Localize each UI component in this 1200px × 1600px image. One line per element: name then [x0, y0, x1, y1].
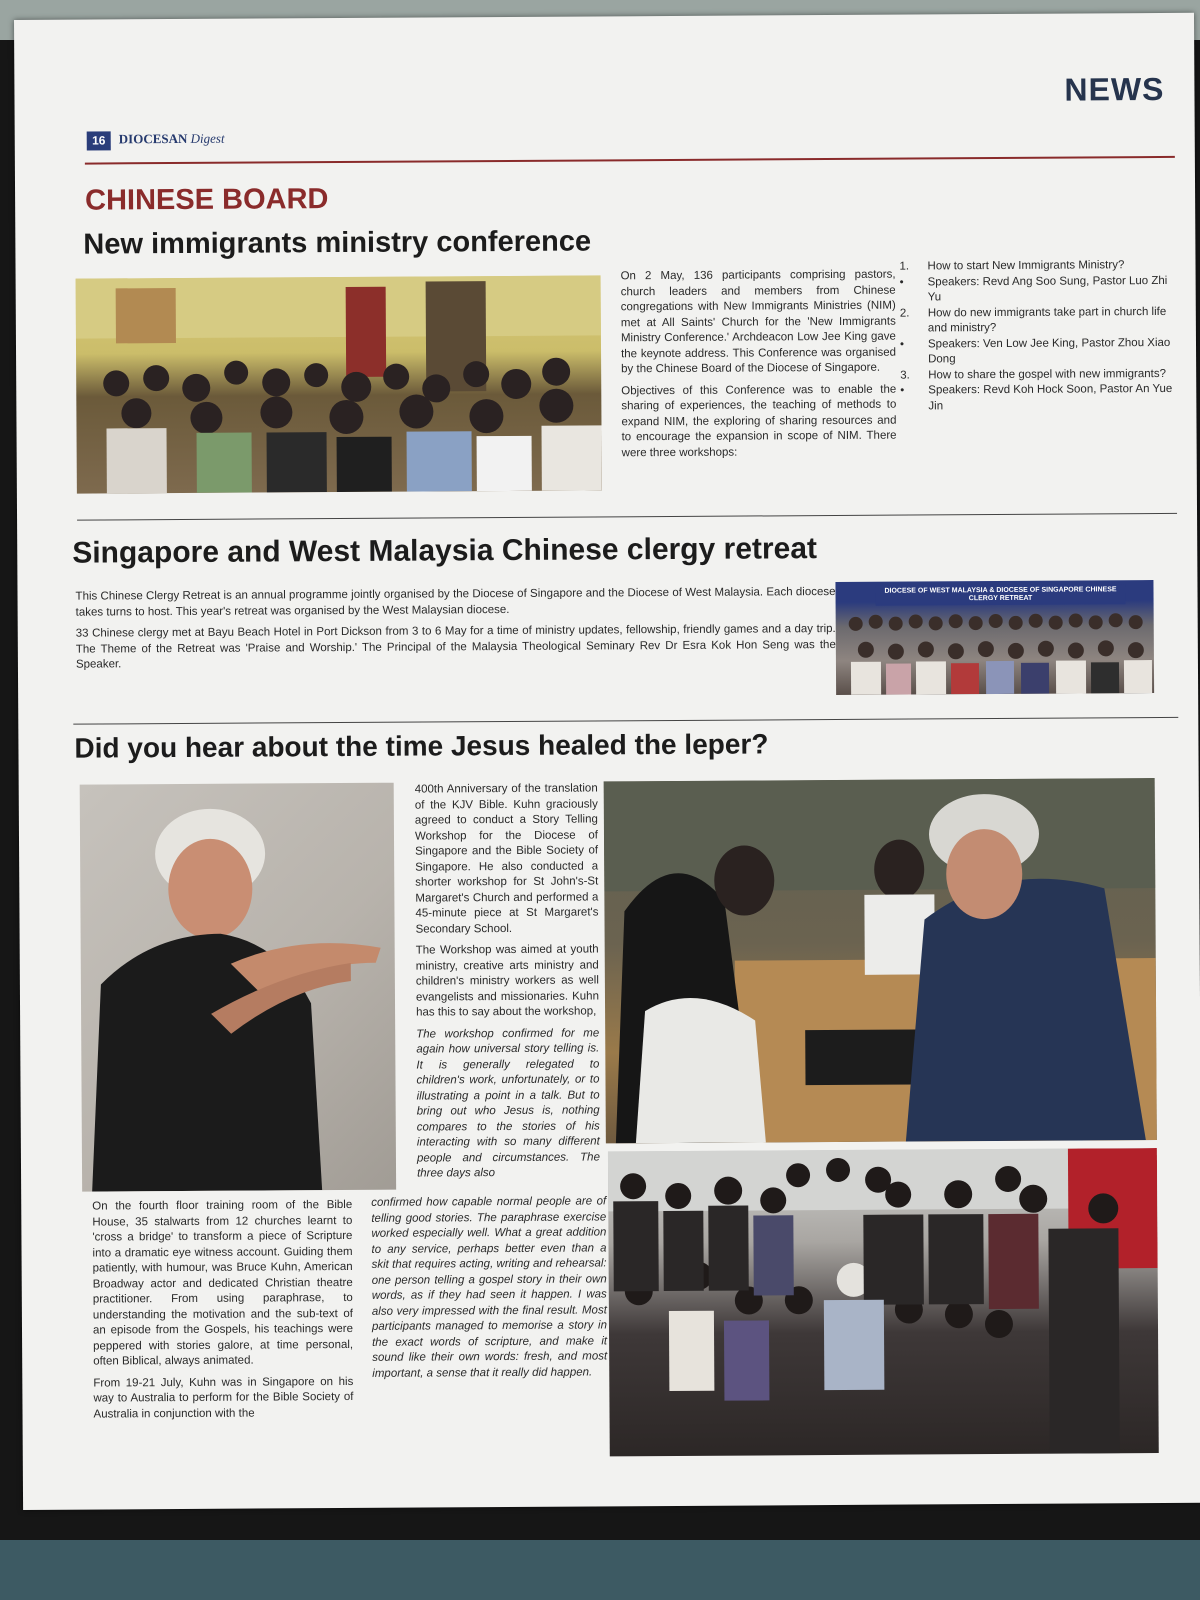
jesus-column-mid [415, 781, 600, 1182]
retreat-banner-text: DIOCESE OF WEST MALAYSIA & DIOCESE OF SINGAPORE CHINESE CLERGY RETREAT [884, 586, 1117, 603]
backdrop-bottom [0, 1540, 1200, 1600]
retreat-paragraph-1: This Chinese Clergy Retreat is an annual programme jointly organised by the Diocese of Singapore and the Diocese of West Malaysia. Each diocese takes turns to host. This year's retreat was organised by the West Malaysian diocese. [75, 585, 836, 619]
kuhn-quote-start: The workshop confirmed for me again how universal story telling is. It is generally relegated to children's work, unfortunately, or to illustrating a point in a talk. But to bring out who Jesus is, nothing compares to the stories of his interacting with so many different people and circumstances. The three days also [416, 1026, 600, 1180]
header-rule [85, 156, 1175, 165]
workshop-item: • Speakers: Ven Low Jee King, Pastor Zhou Xiao Dong [899, 336, 1171, 366]
workshop-item: 3. How to share the gospel with new immigrants? [900, 367, 1166, 382]
masthead-suffix: Digest [190, 130, 225, 146]
workshop-table-photo [604, 778, 1157, 1143]
nim-paragraph-2: Objectives of this Conference was to enable the sharing of experiences, the teaching of methods to expand NIM, the exploring of sharing resources and to encourage the expansion in scope of NIM. There were three workshops: [621, 383, 897, 459]
conference-photo-shapes [76, 275, 602, 493]
jesus-paragraph-2: The Workshop was aimed at youth ministry, creative arts ministry and children's ministry workers as well evangelists and missionaries. Kuhn has this to say about the workshop, [415, 943, 600, 1019]
retreat-group-photo [835, 580, 1154, 695]
workshop-group-photo [608, 1148, 1159, 1456]
jesus-paragraph-4: From 19-21 July, Kuhn was in Singapore on his way to Australia to perform for the Bible Society of Australia in conjunction with the [93, 1375, 354, 1421]
workshop-table-shapes [604, 778, 1157, 1143]
retreat-paragraph-2: 33 Chinese clergy met at Bayu Beach Hotel in Port Dickson from 3 to 6 May for a time of ministry updates, fellowship, friendly games and a day trip. The Theme of the Retreat was 'Praise and Worship.' The Principal of the Malaysia Theological Seminary Rev Dr Esra Kok Hon Seng was the Speaker. [75, 622, 836, 671]
board-heading: CHINESE BOARD [85, 183, 329, 217]
workshop-item: 2. How do new immigrants take part in church life and ministry? [899, 305, 1167, 335]
jesus-column-left [92, 1198, 353, 1423]
workshop-list [897, 258, 1176, 415]
article-title-nim: New immigrants ministry conference [83, 225, 592, 261]
newsletter-page [14, 13, 1200, 1510]
nim-column-1 [621, 268, 897, 462]
article-title-jesus: Did you hear about the time Jesus healed the leper? [74, 728, 769, 764]
retreat-column [75, 585, 835, 673]
article-title-retreat: Singapore and West Malaysia Chinese clergy retreat [72, 532, 818, 570]
kuhn-portrait-photo [80, 783, 396, 1192]
workshop-group-shapes [608, 1148, 1159, 1456]
page-number-badge: 16 [87, 131, 111, 150]
workshop-item: • Speakers: Revd Koh Hock Soon, Pastor An Yue Jin [900, 382, 1173, 412]
retreat-photo-shapes [835, 580, 1154, 695]
jesus-column-quote [371, 1194, 607, 1381]
nim-column-2 [897, 258, 1176, 415]
workshop-item: • Speakers: Revd Ang Soo Sung, Pastor Luo Zhi Yu [899, 274, 1168, 304]
workshop-item: 1. How to start New Immigrants Ministry? [899, 259, 1125, 273]
section-label-news: NEWS [1064, 70, 1165, 108]
section-divider [77, 513, 1177, 521]
nim-paragraph-1: On 2 May, 136 participants comprising pastors, church leaders and members from Chinese congregations with New Immigrants Ministries (NIM) met at All Saints' Church for the 'New Immigrants Ministry Conference.' Archdeacon Low Jee King gave the keynote address. This Conference was organised by the Chinese Board of the Diocese of Singapore. [620, 268, 897, 376]
section-divider [73, 717, 1178, 725]
masthead [119, 131, 225, 148]
jesus-paragraph-1: 400th Anniversary of the translation of the KJV Bible. Kuhn graciously agreed to conduct a Story Telling Workshop for the Diocese of Singapore and the Bible Society of Singapore. He also conducted a shorter workshop for St John's-St Margaret's Church and performed a 45-minute piece at St Margaret's Secondary School. [414, 782, 599, 936]
kuhn-photo-shapes [80, 783, 396, 1192]
kuhn-quote-end: confirmed how capable normal people are of telling good stories. The paraphrase exercise worked especially well. What a great addition to any service, perhaps better even than a skit that requires acting, writing and rehearsal: one person telling a gospel story in their own words, as if they had seen it happen. I was also very impressed with the final result. Most participants managed to memorise a story in the exact words of scripture, and make it sound like their own words: fresh, and most important, a sense that it really did happen. [371, 1195, 608, 1380]
jesus-paragraph-3: On the fourth floor training room of the Bible House, 35 stalwarts from 12 churches learnt to 'cross a bridge' to transform a piece of Scripture into a dramatic eye witness account. Guiding them patiently, with humour, was Bruce Kuhn, American Broadway actor and dedicated Christian theatre practitioner. From using paraphrase, to understanding the motivation and the sub-text of an episode from the Gospels, his teachings were peppered with stories galore, at time personal, often Biblical, always animated. [92, 1198, 354, 1368]
masthead-name: DIOCESAN [118, 130, 188, 147]
conference-photo [76, 275, 602, 493]
